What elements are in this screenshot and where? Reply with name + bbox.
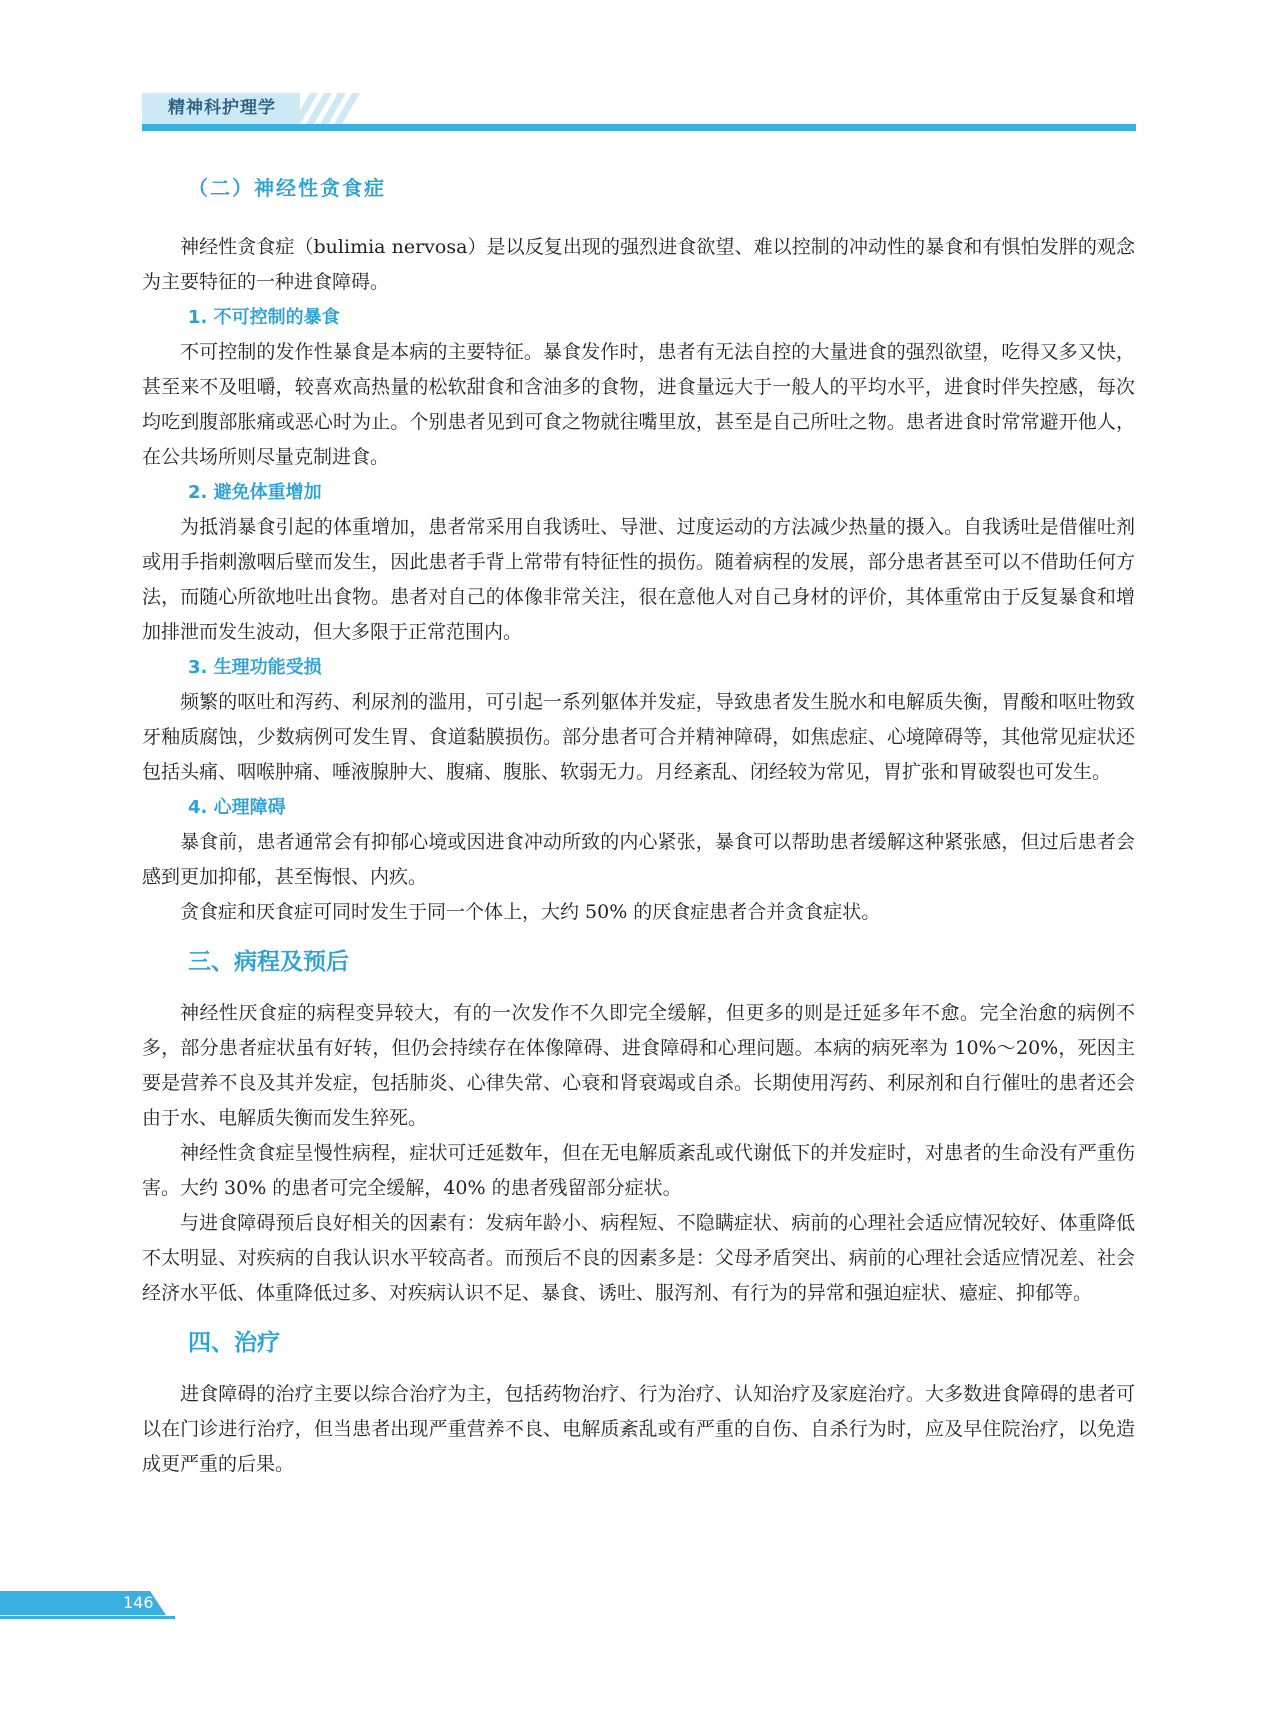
item-paragraph: 不可控制的发作性暴食是本病的主要特征。暴食发作时，患者有无法自控的大量进食的强烈欲望，吃得又多又快，甚至来不及咀嚼，较喜欢高热量的松软甜食和含油多的食物，进食量远大于一般人的平均水平，进食时伴失控感，每次均吃到腹部胀痛或恶心时为止。个别患者见到可食之物就往嘴里放，甚至是自己所吐之物。患者进食时常常避开他人，在公共场所则尽量克制进食。 (142, 341, 1135, 468)
item-heading: 1. 不可控制的暴食 (188, 307, 340, 328)
subsection-title: （二）神经性贪食症 (188, 176, 386, 200)
intro-paragraph: 神经性贪食症（bulimia nervosa）是以反复出现的强烈进食欲望、难以控制的冲动性的暴食和有惧怕发胖的观念为主要特征的一种进食障碍。 (142, 236, 1135, 293)
item-heading: 2. 避免体重增加 (188, 482, 322, 503)
item-physiological-damage (142, 650, 1135, 790)
page-footer (0, 1591, 175, 1619)
book-title: 精神科护理学 (142, 93, 300, 124)
section-title-prognosis: 三、病程及预后 (188, 949, 349, 975)
item-heading: 4. 心理障碍 (188, 797, 286, 818)
item-paragraph: 为抵消暴食引起的体重增加，患者常采用自我诱吐、导泄、过度运动的方法减少热量的摄入。自我诱吐是借催吐剂或用手指刺激咽后壁而发生，因此患者手背上常带有特征性的损伤。随着病程的发展，部分患者甚至可以不借助任何方法，而随心所欲地吐出食物。患者对自己的体像非常关注，很在意他人对自己身材的评价，其体重常由于反复暴食和增加排泄而发生波动，但大多限于正常范围内。 (142, 516, 1135, 643)
prognosis-paragraph: 与进食障碍预后良好相关的因素有：发病年龄小、病程短、不隐瞒症状、病前的心理社会适应情况较好、体重降低不太明显、对疾病的自我认识水平较高者。而预后不良的因素多是：父母矛盾突出、病前的心理社会适应情况差、社会经济水平低、体重降低过多、对疾病认识不足、暴食、诱吐、服泻剂、有行为的异常和强迫症状、癔症、抑郁等。 (142, 1212, 1135, 1304)
page-body (142, 168, 1135, 1482)
item-avoid-weight-gain (142, 475, 1135, 650)
item-uncontrollable-binge (142, 300, 1135, 475)
item-heading: 3. 生理功能受损 (188, 657, 322, 678)
header-stripes-decoration (292, 93, 374, 124)
header-rule (142, 124, 1136, 131)
item-paragraph: 贪食症和厌食症可同时发生于同一个体上，大约 50% 的厌食症患者合并贪食症状。 (180, 901, 881, 923)
prognosis-paragraph: 神经性贪食症呈慢性病程，症状可迁延数年，但在无电解质紊乱或代谢低下的并发症时，对患者的生命没有严重伤害。大约 30% 的患者可完全缓解，40% 的患者残留部分症状。 (142, 1142, 1135, 1199)
running-header (142, 93, 1136, 133)
item-paragraph: 频繁的呕吐和泻药、利尿剂的滥用，可引起一系列躯体并发症，导致患者发生脱水和电解质失衡，胃酸和呕吐物致牙釉质腐蚀，少数病例可发生胃、食道黏膜损伤。部分患者可合并精神障碍，如焦虑症、心境障碍等，其他常见症状还包括头痛、咽喉肿痛、唾液腺肿大、腹痛、腹胀、软弱无力。月经紊乱、闭经较为常见，胃扩张和胃破裂也可发生。 (142, 691, 1135, 783)
section-title-treatment: 四、治疗 (188, 1330, 280, 1356)
prognosis-paragraph: 神经性厌食症的病程变异较大，有的一次发作不久即完全缓解，但更多的则是迁延多年不愈。完全治愈的病例不多，部分患者症状虽有好转，但仍会持续存在体像障碍、进食障碍和心理问题。本病的病死率为 10%～20%，死因主要是营养不良及其并发症，包括肺炎、心律失常、心衰和肾衰竭或自杀。长期使用泻药、利尿剂和自行催吐的患者还会由于水、电解质失衡而发生猝死。 (142, 1002, 1135, 1129)
item-paragraph: 暴食前，患者通常会有抑郁心境或因进食冲动所致的内心紧张，暴食可以帮助患者缓解这种紧张感，但过后患者会感到更加抑郁，甚至悔恨、内疚。 (142, 831, 1135, 888)
page-number: 146 (123, 1593, 154, 1612)
treatment-paragraph: 进食障碍的治疗主要以综合治疗为主，包括药物治疗、行为治疗、认知治疗及家庭治疗。大多数进食障碍的患者可以在门诊进行治疗，但当患者出现严重营养不良、电解质紊乱或有严重的自伤、自杀行为时，应及早住院治疗，以免造成更严重的后果。 (142, 1383, 1135, 1475)
item-psychological-disorder (142, 790, 1135, 930)
